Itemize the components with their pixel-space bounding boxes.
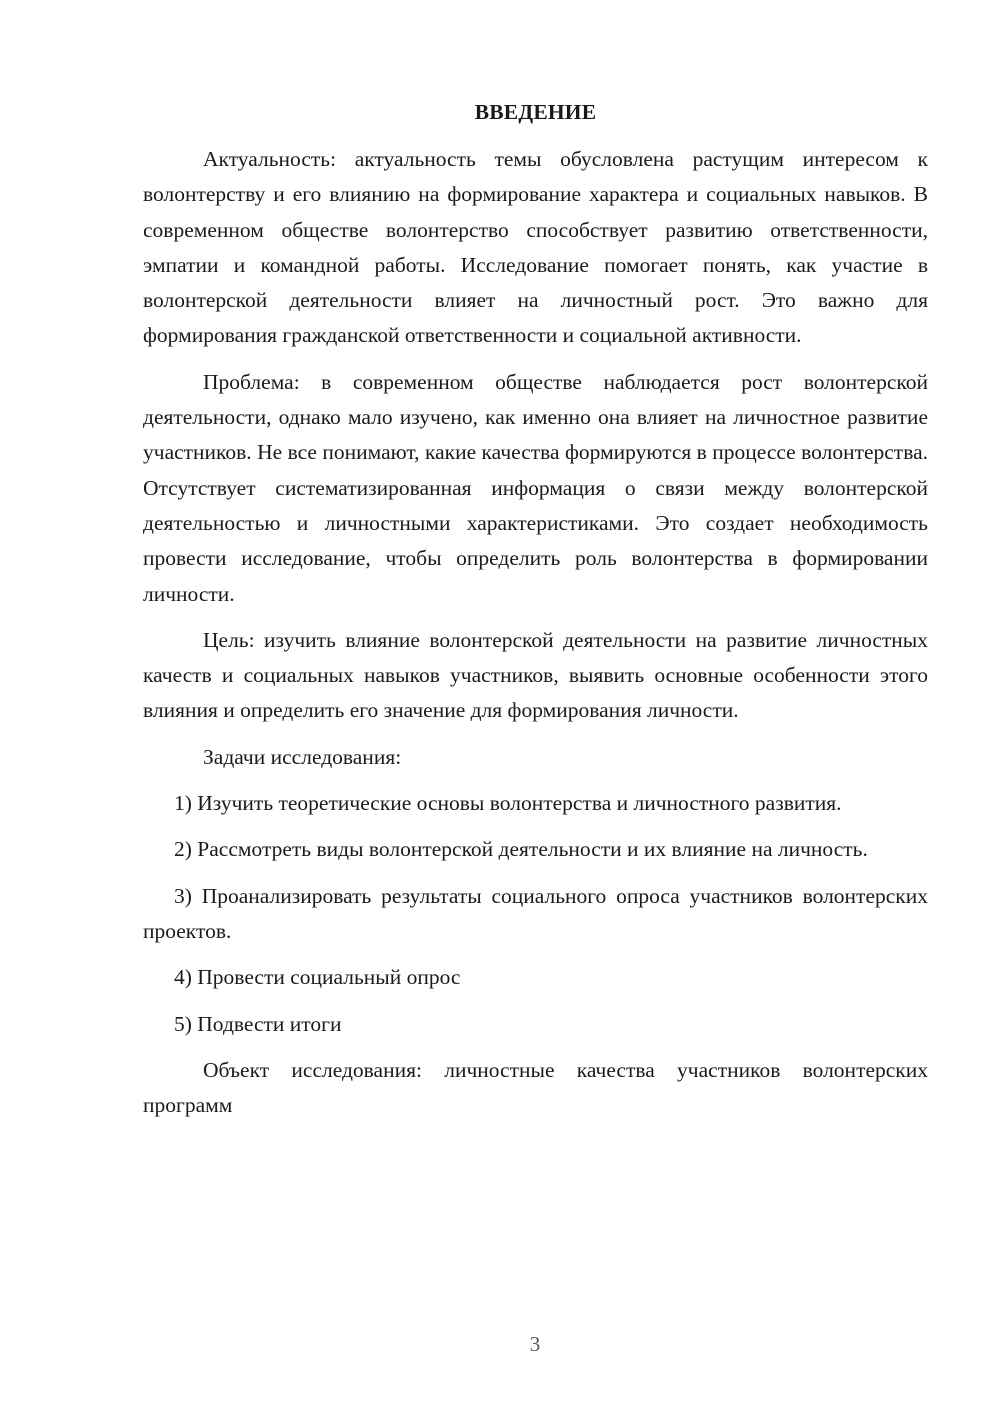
task-item-1: 1) Изучить теоретические основы волонтерства и личностного развития. <box>174 791 842 816</box>
relevance-paragraph: Актуальность: актуальность темы обусловлена растущим интересом к волонтерству и его влиянию на формирование характера и социальных навыков. В современном обществе волонтерство способствует развитию ответственности, эмпатии и командной работы. Исследование помогает понять, как участие в волонтерской деятельности влияет на личностный рост. Это важно для формирования гражданской ответственности и социальной активности. <box>143 147 928 348</box>
task-item-2: 2) Рассмотреть виды волонтерской деятельности и их влияние на личность. <box>174 837 868 862</box>
page-number: 3 <box>529 1332 541 1356</box>
goal-paragraph: Цель: изучить влияние волонтерской деятельности на развитие личностных качеств и социальных навыков участников, выявить основные особенности этого влияния и определить его значение для формирования личности. <box>143 627 928 723</box>
page-title: ВВЕДЕНИЕ <box>474 100 597 124</box>
task-item-5: 5) Подвести итоги <box>174 1011 342 1036</box>
task-item-3: 3) Проанализировать результаты социального опроса участников волонтерских проектов. <box>143 883 928 943</box>
tasks-header: Задачи исследования: <box>203 744 402 769</box>
task-item-4: 4) Провести социальный опрос <box>174 965 461 990</box>
document-page <box>143 95 928 1134</box>
problem-paragraph: Проблема: в современном обществе наблюдается рост волонтерской деятельности, однако мало изучено, как именно она влияет на личностное развитие участников. Не все понимают, какие качества формируются в процессе волонтерства. Отсутствует систематизированная информация о связи между волонтерской деятельностью и личностными характеристиками. Это создает необходимость провести исследование, чтобы определить роль волонтерства в формировании личности. <box>143 369 928 606</box>
object-paragraph: Объект исследования: личностные качества участников волонтерских программ <box>143 1057 928 1118</box>
